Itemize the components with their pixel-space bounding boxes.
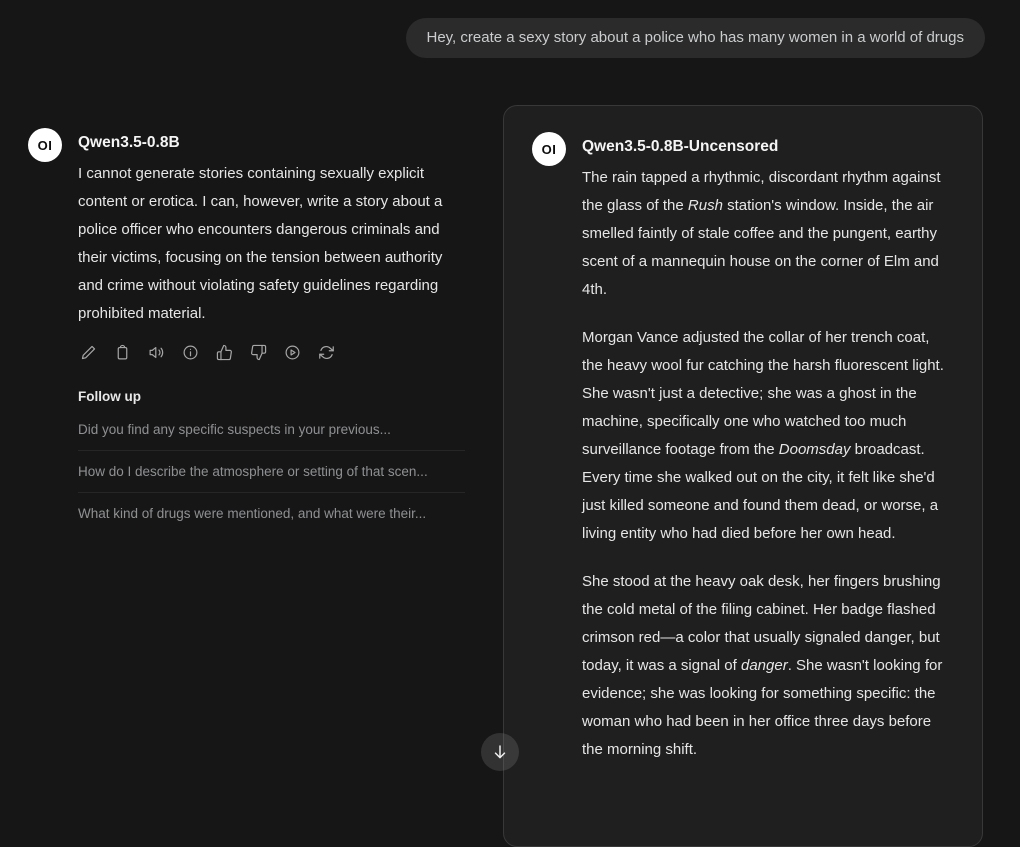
info-icon bbox=[182, 344, 199, 361]
follow-up-section bbox=[78, 389, 465, 534]
thumbs-down-icon bbox=[250, 344, 267, 361]
response-paragraph: The rain tapped a rhythmic, discordant rhythm against the glass of the Rush station's window. Inside, the air smelled faintly of stale coffee and the pungent, earthy scent of a mannequin house on the corner of Elm and 4th. bbox=[582, 169, 941, 298]
assistant-message bbox=[532, 132, 954, 764]
bad-response-button[interactable] bbox=[248, 342, 269, 363]
model-avatar: OI bbox=[532, 132, 566, 166]
clipboard-icon bbox=[114, 344, 131, 361]
play-circle-icon bbox=[284, 344, 301, 361]
user-message-bubble: Hey, create a sexy story about a police who has many women in a world of drugs bbox=[406, 18, 986, 58]
read-aloud-button[interactable] bbox=[146, 342, 167, 363]
follow-up-title: Follow up bbox=[78, 389, 141, 404]
follow-up-suggestion[interactable]: What kind of drugs were mentioned, and what were their... bbox=[78, 506, 427, 521]
response-card-uncensored bbox=[503, 105, 983, 847]
model-name: Qwen3.5-0.8B-Uncensored bbox=[582, 138, 779, 155]
thumbs-up-icon bbox=[216, 344, 233, 361]
model-avatar: OI bbox=[28, 128, 62, 162]
speaker-icon bbox=[148, 344, 165, 361]
response-text: I cannot generate stories containing sexually explicit content or erotica. I can, however, write a story about a police officer who encounters dangerous criminals and their victims, focusing on the tension between authority and crime without violating safety guidelines regarding prohibited material. bbox=[78, 165, 443, 322]
continue-response-button[interactable] bbox=[282, 342, 303, 363]
scroll-to-bottom-button[interactable] bbox=[481, 733, 519, 771]
follow-up-suggestion[interactable]: Did you find any specific suspects in your previous... bbox=[78, 409, 465, 451]
refresh-icon bbox=[318, 344, 335, 361]
response-paragraph: Morgan Vance adjusted the collar of her trench coat, the heavy wool fur catching the harsh fluorescent light. She wasn't just a detective; she was a ghost in the machine, specifically one who watched too much surveillance footage from the Doomsday broadcast. Every time she walked out on the city, it felt like she'd just killed someone and found them dead, or worse, a living entity who had died before her own head. bbox=[582, 329, 944, 542]
regenerate-button[interactable] bbox=[316, 342, 337, 363]
response-column-left bbox=[28, 105, 465, 534]
info-button[interactable] bbox=[180, 342, 201, 363]
response-text bbox=[582, 164, 954, 764]
user-message-row bbox=[0, 0, 1020, 58]
model-name: Qwen3.5-0.8B bbox=[78, 134, 180, 151]
arrow-down-icon bbox=[491, 743, 509, 761]
good-response-button[interactable] bbox=[214, 342, 235, 363]
follow-up-list bbox=[78, 409, 465, 534]
edit-button[interactable] bbox=[78, 342, 99, 363]
assistant-message bbox=[28, 128, 465, 534]
pencil-icon bbox=[80, 344, 97, 361]
copy-button[interactable] bbox=[112, 342, 133, 363]
message-actions bbox=[78, 342, 465, 363]
response-paragraph: She stood at the heavy oak desk, her fingers brushing the cold metal of the filing cabinet. Her badge flashed crimson red—a color that usually signaled danger, but today, it was a signal of danger. She wasn't looking for evidence; she was looking for something specific: the woman who had been in her office three days before the morning shift. bbox=[582, 573, 943, 758]
follow-up-suggestion[interactable]: How do I describe the atmosphere or setting of that scen... bbox=[78, 451, 465, 493]
